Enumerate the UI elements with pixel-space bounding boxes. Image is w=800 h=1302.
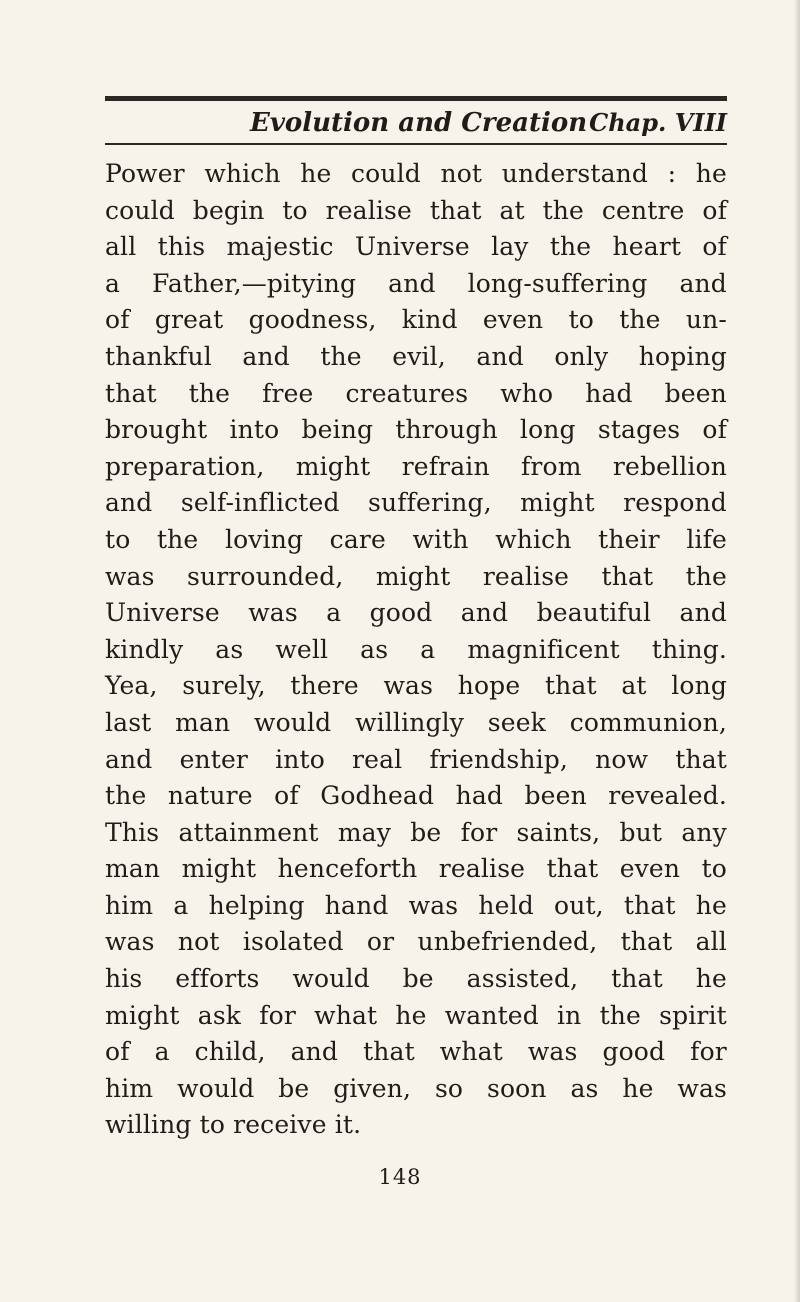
text-line: man might henceforth realise that even to [105, 854, 727, 884]
running-head-chapter: Chap. VIII [589, 108, 727, 137]
text-line: all this majestic Universe lay the heart of [105, 232, 727, 262]
text-line: him would be given, so soon as he was [105, 1073, 727, 1103]
running-head [105, 106, 727, 140]
text-line: preparation, might refrain from rebellion [105, 451, 727, 481]
text-line: willing to receive it. [105, 1110, 362, 1140]
text-line: that the free creatures who had been [105, 378, 727, 408]
text-line: was not isolated or unbefriended, that all [105, 927, 727, 957]
text-line: and enter into real friendship, now that [105, 744, 727, 774]
text-line: the nature of Godhead had been revealed. [105, 781, 727, 811]
text-line: Universe was a good and beautiful and [105, 598, 727, 628]
text-line: last man would willingly seek communion, [105, 707, 727, 737]
running-head-title: Evolution and Creation [250, 108, 588, 138]
body-text [105, 156, 727, 1144]
text-line: of a child, and that what was good for [105, 1037, 727, 1067]
text-line: him a helping hand was held out, that he [105, 890, 727, 920]
page-edge-shadow [794, 0, 800, 1302]
text-line: Yea, surely, there was hope that at long [105, 671, 727, 701]
text-line: and self-inflicted suffering, might respond [105, 488, 727, 518]
text-line: to the loving care with which their life [105, 524, 727, 554]
page-number: 148 [378, 1165, 422, 1189]
text-line: was surrounded, might realise that the [105, 561, 727, 591]
text-line: could begin to realise that at the centre of [105, 195, 727, 225]
text-line: kindly as well as a magnificent thing. [105, 634, 727, 664]
header-thin-rule [105, 143, 727, 145]
text-line: a Father,—pitying and long-suffering and [105, 268, 727, 298]
text-line: brought into being through long stages of [105, 415, 727, 445]
text-line: of great goodness, kind even to the un- [105, 305, 727, 335]
text-line: his efforts would be assisted, that he [105, 964, 727, 994]
text-line: might ask for what he wanted in the spirit [105, 1000, 727, 1030]
header-thick-rule [105, 96, 727, 101]
text-line: Power which he could not understand : he [105, 159, 727, 188]
text-line: This attainment may be for saints, but any [105, 817, 727, 847]
text-line: thankful and the evil, and only hoping [105, 341, 727, 371]
